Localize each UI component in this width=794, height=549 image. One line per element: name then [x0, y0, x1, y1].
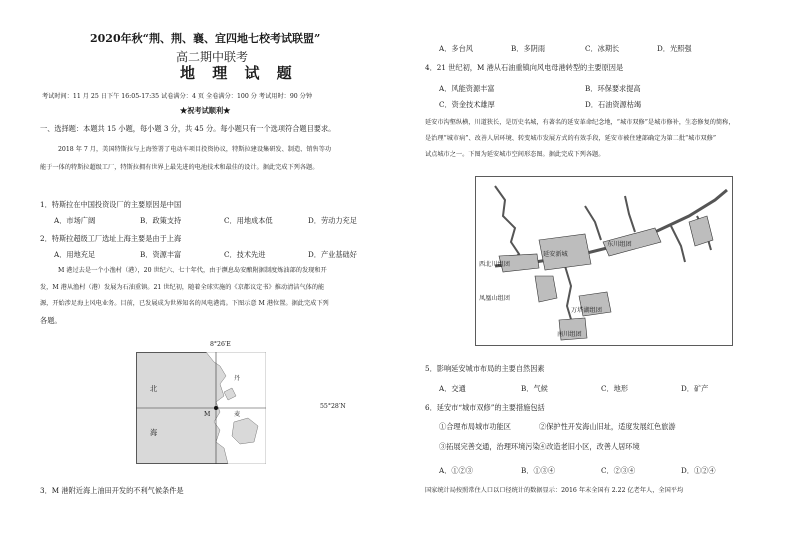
q1-option-b[interactable]: B．政策支持	[140, 216, 182, 225]
district-northwest: 西北川组团	[479, 261, 510, 268]
section-instruction: 一、选择题：本题共 15 小题，每小题 3 分，共 45 分。每小题只有一个选项符合题目要求。	[40, 124, 336, 133]
port-label: M	[204, 411, 211, 418]
district-new-city: 延安新城	[543, 251, 568, 258]
q6-item: ②保护性开发海山旧址，适度发展红色旅游	[539, 422, 676, 431]
passage-line: M 港过去是一个小渔村（港），20 世纪六、七十年代，由于濒息岛安酿附据制度炼油部的发现和开	[58, 267, 327, 274]
longitude-label: 8°26′E	[210, 341, 231, 348]
passage-line: 能于一体的特斯拉超级工厂，特斯拉拥有世界上最先进的电池技术和最佳的设计。据此完成下列各题。	[40, 164, 319, 171]
q6-option-a[interactable]: A．①②③	[439, 466, 473, 475]
q5-option-c[interactable]: C．地形	[601, 384, 629, 393]
q1-option-d[interactable]: D．劳动力充足	[308, 216, 357, 225]
district-fenghuang: 凤凰山组团	[479, 295, 510, 302]
q5-option-d[interactable]: D．矿产	[681, 384, 709, 393]
region-north: 北	[150, 384, 158, 393]
passage-line: 发，M 港从渔村（港）发展为石油重镇。21 世纪初，随着全球实施的《京都议定书》推动清洁气体的能	[40, 284, 325, 291]
q3-option-a[interactable]: A．多台风	[439, 44, 473, 53]
question-2-stem: 2．特斯拉超级工厂选址上海主要是由于上海	[40, 234, 182, 243]
district-east: 东川组团	[607, 241, 632, 248]
question-1-stem: 1．特斯拉在中国投资设厂的主要原因是中国	[40, 200, 182, 209]
passage-line: 源，开始涉足海上风电业务。目前，已发展成为世界知名的风电港湾。下图示意 M 港位置。据此完成下列	[40, 300, 329, 307]
exam-subtitle: 高二期中联考	[176, 50, 249, 64]
q2-option-a[interactable]: A．用地充足	[54, 250, 96, 259]
region-sea: 海	[150, 428, 158, 437]
wish-text: ★祝考试顺利★	[180, 106, 231, 115]
q1-option-a[interactable]: A．市场广阔	[54, 216, 96, 225]
question-6-stem: 6．延安市“城市双修”的主要措施包括	[425, 403, 545, 412]
exam-info: 考试时间：11 月 25 日下午 16:05-17:35 试卷满分：4 页 全卷满分：100 分 考试用时：90 分钟	[42, 93, 313, 100]
subject-title: 地 理 试 题	[180, 64, 298, 82]
q6-item: ①合理布局城市功能区	[439, 422, 511, 431]
q3-option-c[interactable]: C．冰期长	[585, 44, 620, 53]
city-map-svg	[475, 176, 733, 346]
question-5-stem: 5．影响延安城市布局的主要自然因素	[425, 364, 545, 373]
q6-option-b[interactable]: B．①③④	[521, 466, 556, 475]
port-location-map	[136, 340, 376, 472]
port-marker	[214, 406, 218, 410]
passage-line: 延安市沟壑纵横，川道狭长，是历史名城，有著名的延安革命纪念地，“城市双修”是城市修补，生态修复的简称，	[425, 119, 735, 126]
q1-option-c[interactable]: C．用地成本低	[224, 216, 273, 225]
passage-line: 国家统计局按照常住人口以口径统计的数据显示：2016 年末全国有 2.22 亿老年人，全国平均	[425, 487, 684, 494]
exam-title: 2020年秋“荆、荆、襄、宜四地七校考试联盟”	[90, 32, 321, 45]
region-dan: 丹	[234, 375, 241, 382]
q3-option-b[interactable]: B．多阴雨	[511, 44, 546, 53]
q4-option-b[interactable]: B．环保要求提高	[585, 84, 641, 93]
q5-option-b[interactable]: B．气候	[521, 384, 548, 393]
question-3-stem: 3．M 港附近海上油田开发的不利气候条件是	[40, 486, 184, 495]
q5-option-a[interactable]: A．交通	[439, 384, 466, 393]
q4-option-c[interactable]: C．资金技术雄厚	[439, 100, 495, 109]
q2-option-d[interactable]: D．产业基础好	[308, 250, 357, 259]
q4-option-a[interactable]: A．风能资源丰富	[439, 84, 495, 93]
q6-option-c[interactable]: C．②③④	[601, 466, 636, 475]
district-south: 南川组团	[557, 331, 582, 338]
q3-option-d[interactable]: D．光照强	[657, 44, 692, 53]
q6-item: ③拓展完善交通，治理环境污染	[439, 442, 540, 451]
q6-option-d[interactable]: D．①②④	[681, 466, 716, 475]
passage-line: 试点城市之一。下图为延安城市空间形态图。据此完成下列各题。	[425, 151, 605, 158]
district-wanta: 万塔湖组团	[571, 307, 602, 314]
question-4-stem: 4．21 世纪初，M 港从石油重镇向风电母港转型的主要原因是	[425, 63, 624, 72]
q6-item: ④改造老旧小区，改善人居环境	[539, 442, 640, 451]
q2-option-c[interactable]: C．技术先进	[224, 250, 266, 259]
q4-option-d[interactable]: D．石油资源枯竭	[585, 100, 642, 109]
q2-option-b[interactable]: B．资源丰富	[140, 250, 182, 259]
map-frame	[136, 352, 266, 464]
passage-line: 2018 年 7 月，美国特斯拉与上海签署了电动车项目投资协议，特斯拉建设集研发、制造、销售等功	[58, 146, 332, 153]
latitude-label: 55°28′N	[320, 403, 346, 410]
passage-line: 是治理“城市病”、改善人居环境、转变城市发展方式的有效手段，延安市被住建部确定为第二批“城市双修”	[425, 135, 717, 142]
city-spatial-map	[475, 176, 733, 346]
passage-line: 各题。	[40, 316, 62, 325]
region-mai: 麦	[234, 411, 241, 418]
